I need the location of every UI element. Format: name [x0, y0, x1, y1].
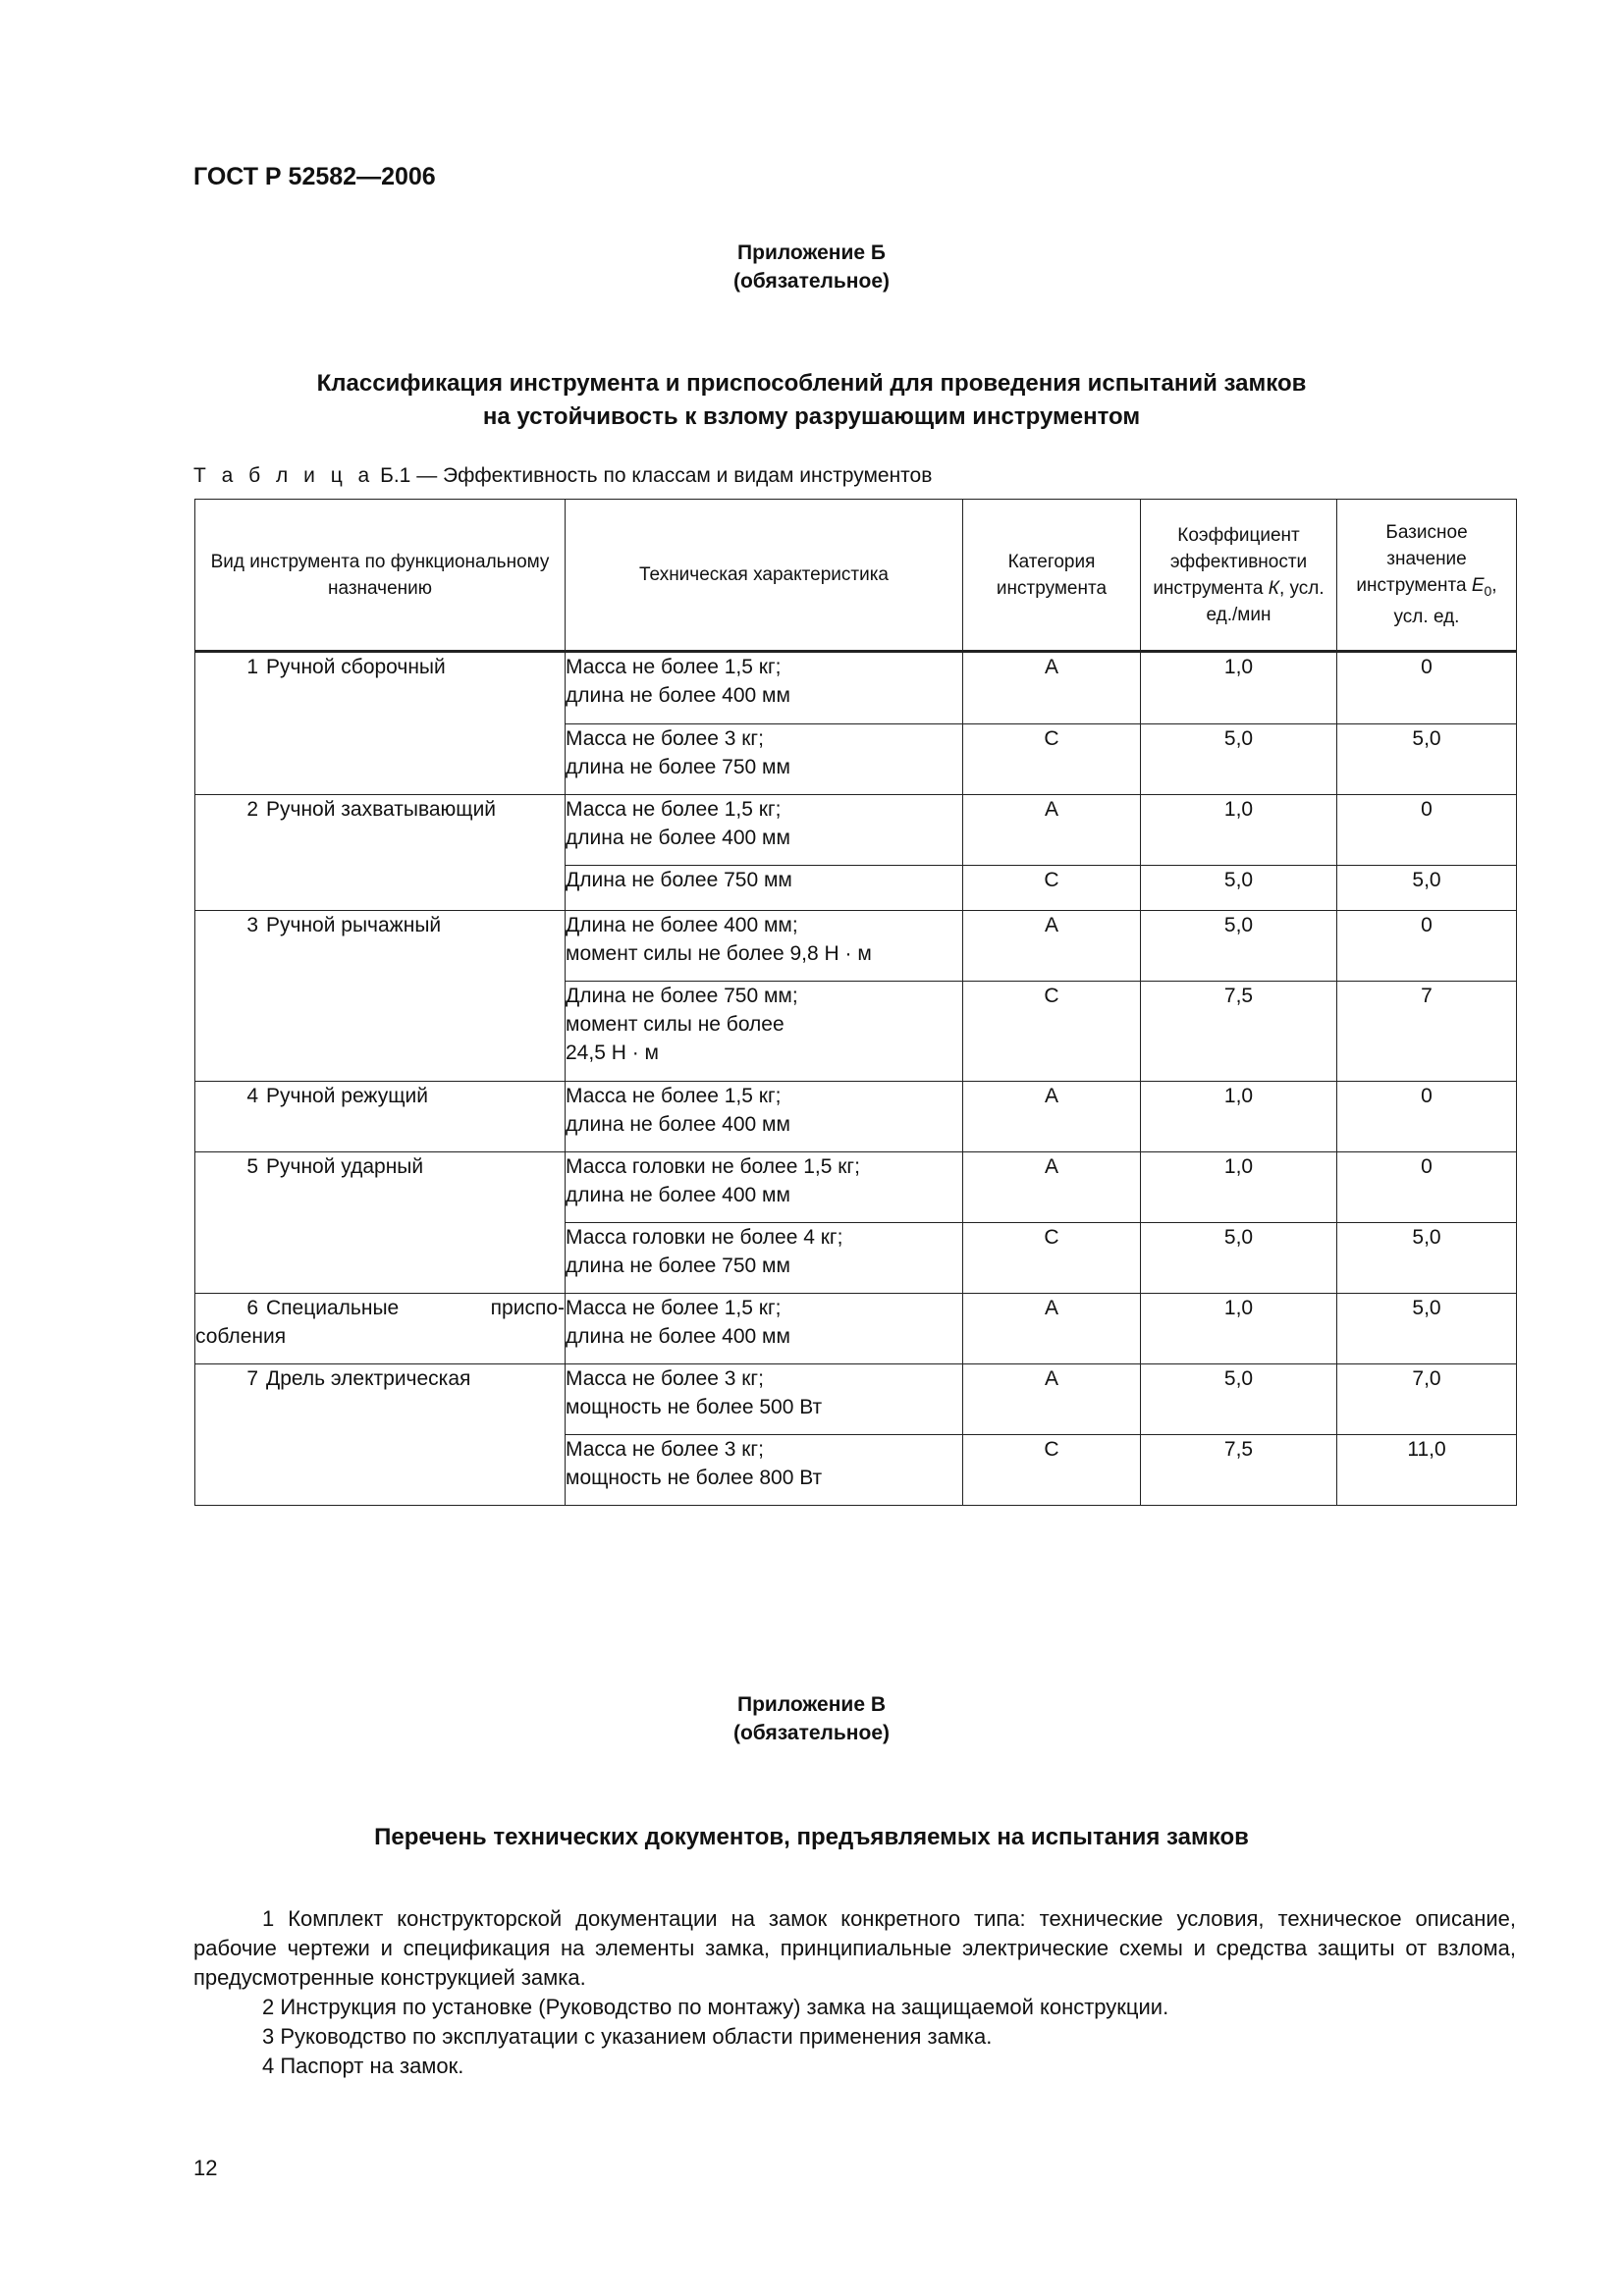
tool-type-cell: 4 Ручной режущий: [195, 1082, 566, 1152]
table-row: [195, 1152, 1517, 1223]
header-characteristic: Техническая характеристика: [566, 500, 963, 652]
category-cell: А: [963, 1364, 1141, 1435]
characteristic-cell: Масса не более 1,5 кг; длина не более 400 мм: [566, 1082, 963, 1152]
base-value-cell: 5,0: [1337, 724, 1517, 795]
annex-v-header: [0, 1690, 1623, 1747]
tool-type-cell: 5 Ручной ударный: [195, 1152, 566, 1294]
characteristic-cell: Масса не более 3 кг; мощность не более 500 Вт: [566, 1364, 963, 1435]
annex-b-status: (обязательное): [732, 270, 890, 293]
annex-b-header: [0, 239, 1623, 295]
table-row: [195, 1082, 1517, 1152]
tool-type-cell: 6 Специальные приспо- собления: [195, 1294, 566, 1364]
header-coefficient: Коэффициент эффективности инструмента К, усл. ед./мин: [1141, 500, 1337, 652]
category-cell: С: [963, 724, 1141, 795]
category-cell: С: [963, 1223, 1141, 1294]
category-cell: А: [963, 911, 1141, 982]
characteristic-cell: Длина не более 750 мм; момент силы не более 24,5 Н · м: [566, 982, 963, 1082]
characteristic-cell: Масса не более 3 кг; мощность не более 800 Вт: [566, 1435, 963, 1506]
characteristic-cell: Масса головки не более 4 кг; длина не более 750 мм: [566, 1223, 963, 1294]
coefficient-cell: 1,0: [1141, 795, 1337, 866]
characteristic-cell: Масса головки не более 1,5 кг; длина не более 400 мм: [566, 1152, 963, 1223]
table-row: [195, 1364, 1517, 1435]
table-row: [195, 795, 1517, 866]
base-value-cell: 7: [1337, 982, 1517, 1082]
list-item: 1 Комплект конструкторской документации на замок конкретного типа: технические условия, техническое описание, рабочие чертежи и спецификация на элементы замка, принципиальные электрические схемы и средства защиты от взлома, предусмотренные конструкцией замка.: [193, 1906, 1516, 1990]
list-item: 2 Инструкция по установке (Руководство по монтажу) замка на защищаемой конструкции.: [262, 1995, 1169, 2019]
list-item: 4 Паспорт на замок.: [262, 2054, 464, 2078]
header-base-value: Базисное значение инструмента $Е_0$, усл. ед.: [1337, 500, 1517, 652]
document-code: ГОСТ Р 52582—2006: [193, 163, 436, 190]
base-value-cell: 5,0: [1337, 866, 1517, 911]
base-value-cell: 0: [1337, 911, 1517, 982]
coefficient-cell: 1,0: [1141, 1152, 1337, 1223]
base-value-cell: 0: [1337, 1152, 1517, 1223]
category-cell: А: [963, 1082, 1141, 1152]
base-value-cell: 0: [1337, 652, 1517, 724]
base-value-cell: 7,0: [1337, 1364, 1517, 1435]
table-caption-text: Б.1 — Эффективность по классам и видам инструментов: [374, 464, 933, 487]
header-category: Категория инструмента: [963, 500, 1141, 652]
base-value-cell: 0: [1337, 795, 1517, 866]
characteristic-cell: Длина не более 750 мм: [566, 866, 963, 911]
coefficient-cell: 1,0: [1141, 1082, 1337, 1152]
coefficient-cell: 1,0: [1141, 652, 1337, 724]
table-row: [195, 652, 1517, 724]
coefficient-cell: 5,0: [1141, 866, 1337, 911]
characteristic-cell: Масса не более 1,5 кг; длина не более 400 мм: [566, 1294, 963, 1364]
list-item: 3 Руководство по эксплуатации с указанием области применения замка.: [262, 2024, 993, 2049]
annex-v-status: (обязательное): [732, 1722, 890, 1744]
category-cell: А: [963, 1152, 1141, 1223]
coefficient-cell: 7,5: [1141, 982, 1337, 1082]
category-cell: С: [963, 1435, 1141, 1506]
annex-b-heading-line2: на устойчивость к взлому разрушающим инструментом: [482, 403, 1141, 430]
base-value-cell: 5,0: [1337, 1294, 1517, 1364]
base-value-cell: 0: [1337, 1082, 1517, 1152]
table-header-row: [195, 500, 1517, 652]
annex-v-heading-text: Перечень технических документов, предъявляемых на испытания замков: [374, 1824, 1249, 1850]
table-caption-prefix: Т а б л и ц а: [193, 464, 375, 487]
annex-b-heading-line1: Классификация инструмента и приспособлений для проведения испытаний замков: [316, 370, 1307, 397]
document-list: [193, 1904, 1516, 2081]
base-value-cell: 5,0: [1337, 1223, 1517, 1294]
characteristic-cell: Масса не более 1,5 кг; длина не более 400 мм: [566, 795, 963, 866]
table-caption: [193, 464, 932, 488]
tool-efficiency-table: [194, 499, 1517, 1506]
characteristic-cell: Масса не более 1,5 кг; длина не более 400 мм: [566, 652, 963, 724]
category-cell: А: [963, 795, 1141, 866]
tool-type-cell: 3 Ручной рычажный: [195, 911, 566, 1082]
characteristic-cell: Длина не более 400 мм; момент силы не более 9,8 Н · м: [566, 911, 963, 982]
annex-b-title: Приложение Б: [737, 241, 886, 264]
tool-type-cell: 1 Ручной сборочный: [195, 652, 566, 795]
annex-v-title: Приложение В: [736, 1693, 886, 1716]
category-cell: А: [963, 1294, 1141, 1364]
coefficient-cell: 5,0: [1141, 1223, 1337, 1294]
coefficient-cell: 1,0: [1141, 1294, 1337, 1364]
base-value-cell: 11,0: [1337, 1435, 1517, 1506]
annex-b-heading: [0, 367, 1623, 434]
table-row: [195, 1294, 1517, 1364]
annex-v-heading: [0, 1821, 1623, 1854]
coefficient-cell: 5,0: [1141, 724, 1337, 795]
coefficient-cell: 5,0: [1141, 911, 1337, 982]
header-tool-type: Вид инструмента по функциональному назначению: [195, 500, 566, 652]
coefficient-cell: 7,5: [1141, 1435, 1337, 1506]
coefficient-cell: 5,0: [1141, 1364, 1337, 1435]
category-cell: С: [963, 982, 1141, 1082]
category-cell: С: [963, 866, 1141, 911]
tool-type-cell: 7 Дрель электрическая: [195, 1364, 566, 1506]
characteristic-cell: Масса не более 3 кг; длина не более 750 мм: [566, 724, 963, 795]
page-number: 12: [193, 2156, 218, 2180]
tool-type-cell: 2 Ручной захватывающий: [195, 795, 566, 911]
category-cell: А: [963, 652, 1141, 724]
table-row: [195, 911, 1517, 982]
